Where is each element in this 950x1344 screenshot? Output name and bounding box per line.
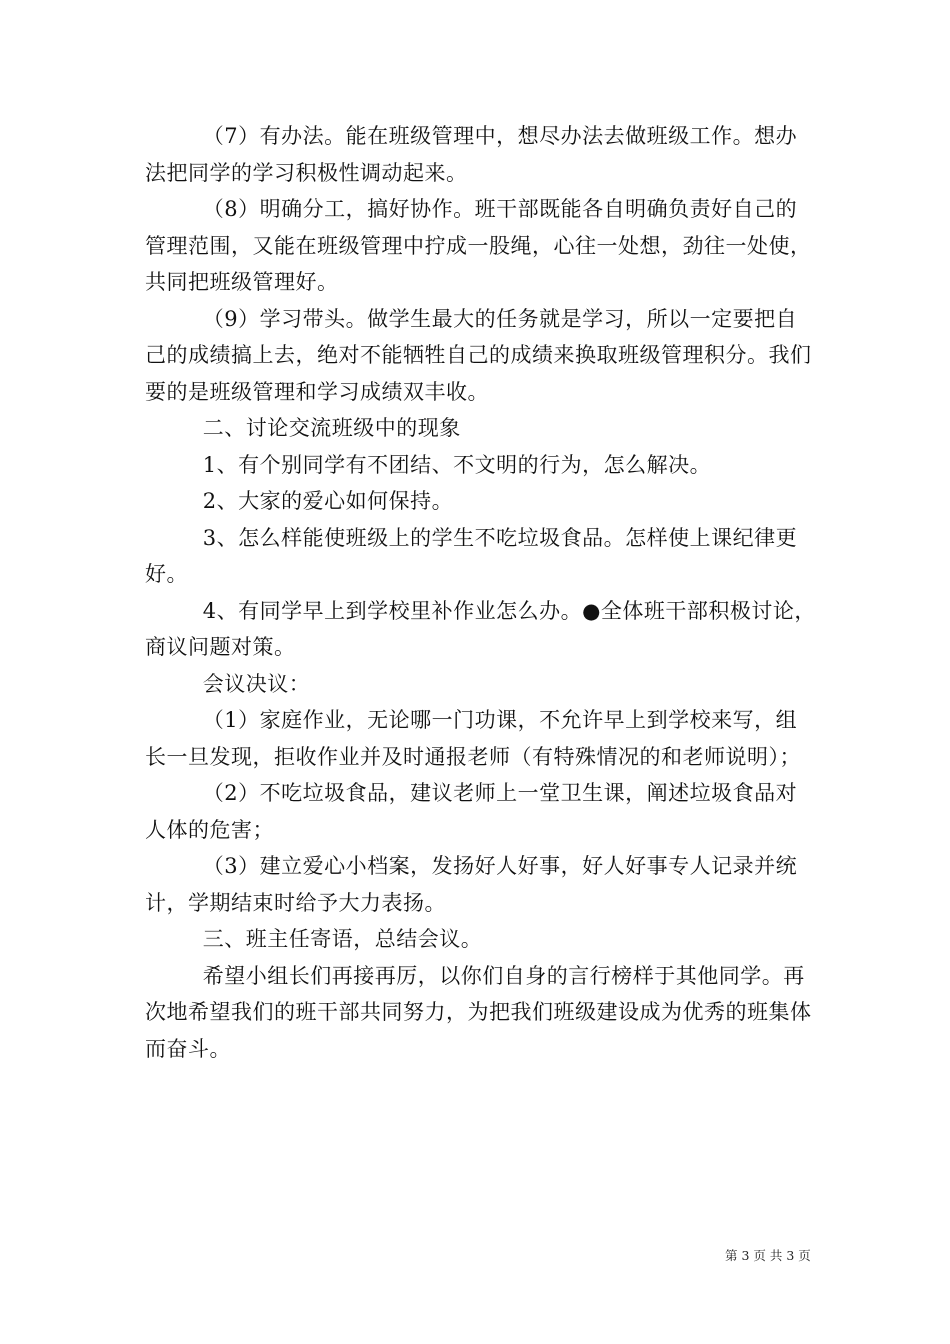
paragraph-item-7: （7）有办法。能在班级管理中，想尽办法去做班级工作。想办法把同学的学习积极性调动起来。 <box>145 124 798 185</box>
page-number: 第 3 页 共 3 页 <box>725 1248 811 1263</box>
paragraph-item-9: （9）学习带头。做学生最大的任务就是学习，所以一定要把自己的成绩搞上去，绝对不能牺牲自己的成绩来换取班级管理积分。我们要的是班级管理和学习成绩双丰收。 <box>145 306 812 404</box>
resolution-item-1: （1）家庭作业，无论哪一门功课，不允许早上到学校来写，组长一旦发现，拒收作业并及时通报老师（有特殊情况的和老师说明）； <box>145 708 801 769</box>
document-body <box>145 118 817 1067</box>
resolution-heading: 会议决议： <box>202 671 311 696</box>
discussion-item-3: 3、怎么样能使班级上的学生不吃垃圾食品。怎样使上课纪律更好。 <box>145 525 798 586</box>
resolution-item-3: （3）建立爱心小档案，发扬好人好事，好人好事专人记录并统计，学期结束时给予大力表扬。 <box>145 854 798 915</box>
resolution-item-2: （2）不吃垃圾食品，建议老师上一堂卫生课，阐述垃圾食品对人体的危害； <box>145 781 798 842</box>
closing-paragraph: 希望小组长们再接再厉，以你们自身的言行榜样于其他同学。再次地希望我们的班干部共同努力，为把我们班级建设成为优秀的班集体而奋斗。 <box>145 963 812 1061</box>
paragraph-item-8: （8）明确分工，搞好协作。班干部既能各自明确负责好自己的管理范围，又能在班级管理中拧成一股绳，心往一处想，劲往一处使，共同把班级管理好。 <box>145 197 812 294</box>
discussion-item-1: 1、有个别同学有不团结、不文明的行为，怎么解决。 <box>202 452 712 477</box>
section-heading-discussion: 二、讨论交流班级中的现象 <box>202 416 461 440</box>
section-heading-summary: 三、班主任寄语，总结会议。 <box>202 927 483 951</box>
discussion-item-4: 4、有同学早上到学校里补作业怎么办。●全体班干部积极讨论，商议问题对策。 <box>145 598 816 659</box>
discussion-item-2: 2、大家的爱心如何保持。 <box>202 489 454 513</box>
